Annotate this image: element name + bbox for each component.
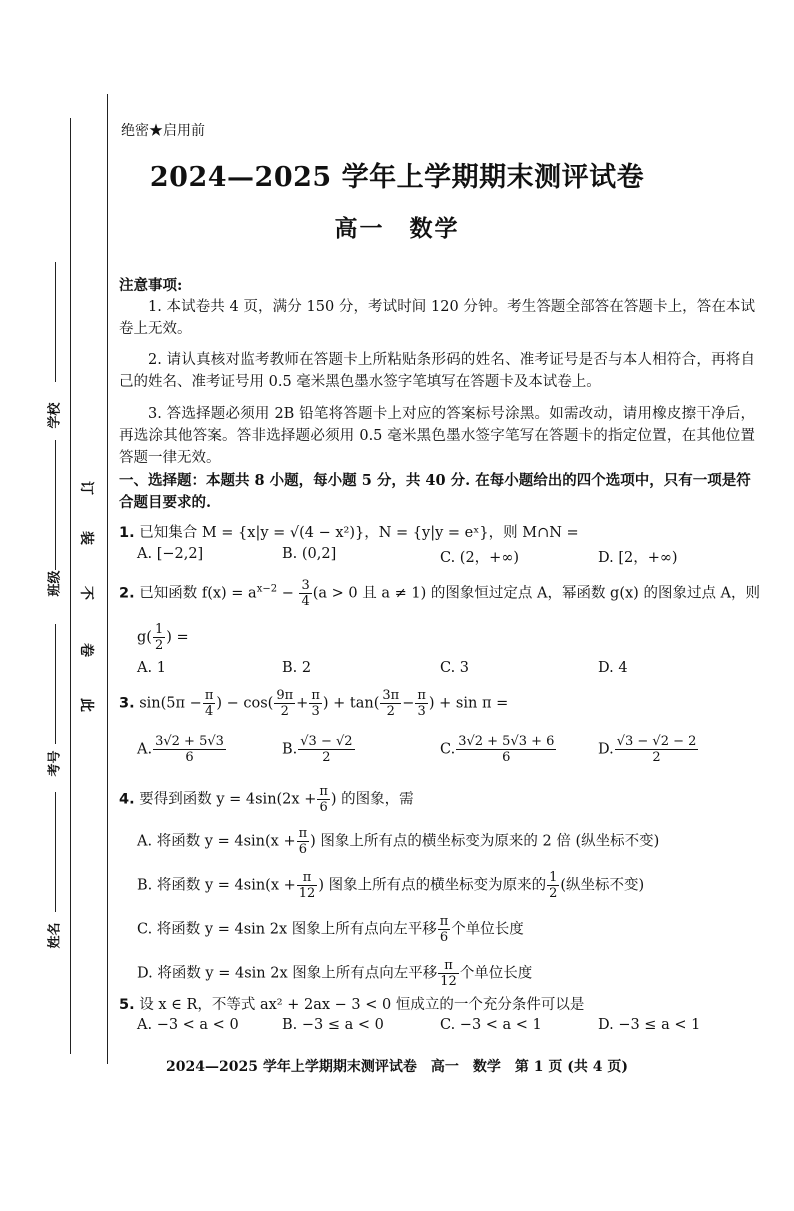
seal-char: 卷 [78,643,94,657]
denominator: 6 [298,842,307,857]
numerator: 1 [549,870,558,885]
option-text: ) 图象上所有点的横坐标变为原来的 2 倍 (纵坐标不变) [310,833,660,850]
question-4 [119,784,759,815]
option-text: A. 将函数 y = 4sin(x + [137,833,296,850]
option-c: C. −3 < a < 1 [440,1017,542,1033]
denominator: 6 [502,750,511,765]
binding-rule-left [70,118,71,1054]
name-line [55,792,56,912]
exam-title: 2024—2025 学年上学期期末测评试卷 [149,162,645,193]
fraction [153,734,226,765]
option-text: C. 将函数 y = 4sin 2x 图象上所有点向左平移 [137,921,437,938]
denominator: 3 [311,704,320,719]
option-d [598,734,699,765]
fraction [297,826,310,857]
school-line [55,262,56,382]
option-d: D. 4 [598,660,628,676]
fraction [299,578,311,609]
numerator: 3 [301,578,310,593]
denominator: 2 [652,750,661,765]
question-3 [119,688,759,719]
denominator: 3 [417,704,426,719]
option-b: B. −3 ≤ a < 0 [282,1017,384,1033]
option-a: A. [−2,2] [137,546,204,562]
numerator: π [298,826,308,841]
fraction [380,688,401,719]
fraction [297,870,318,901]
numerator: 1 [154,622,164,637]
numerator: π [439,914,449,929]
denominator: 2 [322,750,331,765]
question-number: 2. [119,585,135,602]
note-item: 2. 请认真核对监考教师在答题卡上所粘贴条形码的姓名、准考证号是否与本人相符合，再将自己的姓名、准考证号用 0.5 毫米黑色墨水签字笔填写在答题卡及本试卷上。 [119,352,755,390]
option-c: C. (2，+∞) [440,550,520,566]
option-c: C. 3 [440,660,470,676]
fraction [298,734,354,765]
question-number: 5. [119,997,135,1013]
option-b: B. (0,2] [282,546,337,562]
option-b: B. 2 [282,660,312,676]
denominator: 2 [280,704,289,719]
option-text: ) 图象上所有点的横坐标变为原来的 [318,877,547,894]
option-a [137,826,659,857]
denominator: 6 [185,750,194,765]
numerator: 3π [382,688,400,703]
question-stem-part: − [277,585,299,602]
class-label: 班级 [47,570,63,597]
seal-char: 装 [78,531,94,545]
option-label: C. [440,741,456,758]
fraction [438,914,451,945]
numerator: π [311,688,320,703]
numerator: π [319,784,328,799]
fraction [438,958,459,989]
question-1 [119,522,759,544]
option-a [137,734,227,765]
name-label: 姓名 [47,922,63,949]
denominator: 12 [298,886,316,901]
question-stem-part: + [296,695,309,712]
class-line [55,440,56,570]
denominator: 2 [549,886,558,901]
denominator: 6 [319,800,328,815]
question-2 [119,578,759,609]
option-text: 个单位长度 [459,965,533,982]
numerator: 3√2 + 5√3 + 6 [458,734,555,749]
exam-number-label: 考号 [47,750,63,777]
option-a: A. 1 [137,660,166,676]
fraction [203,688,216,719]
fraction [153,622,165,653]
denominator: 2 [386,704,395,719]
exam-subtitle: 高一 数学 [334,215,460,242]
option-c [137,914,524,945]
option-b [137,870,644,901]
note-item: 3. 答选择题必须用 2B 铅笔将答题卡上对应的答案标号涂黑。如需改动，请用橡皮擦干净后，再选涂其他答案。答非选择题必须用 0.5 毫米黑色墨水签字笔写在答题卡的指定位置，在其他位置答题一律无效。 [119,406,755,466]
option-d: D. −3 ≤ a < 1 [598,1017,701,1033]
denominator: 4 [204,704,214,719]
question-5 [119,994,759,1016]
question-number: 1. [119,525,135,541]
fraction [309,688,322,719]
question-stem-part: sin(5π − [139,695,202,712]
question-stem-part: g( [137,629,152,646]
seal-char: 不 [78,586,94,600]
fraction [415,688,428,719]
exam-number-line [55,624,56,744]
denominator: 2 [154,638,164,653]
notes-title: 注意事项: [119,277,183,294]
question-stem: 已知集合 M = {x|y = √(4 − x²)}，N = {y|y = eˣ}，则 M∩N = [139,525,579,541]
option-label: A. [137,741,153,758]
question-stem-part: 要得到函数 y = 4sin(2x + [139,791,317,808]
question-stem-part: ) + tan( [322,695,380,712]
seal-char: 订 [78,481,94,495]
question-stem-part: 已知函数 f(x) = a [139,585,257,602]
exponent: x−2 [256,583,278,595]
fraction [547,870,559,901]
seal-char: 此 [78,698,94,712]
question-stem-part: ) − cos( [216,695,274,712]
question-stem-part: ) + sin π = [428,695,509,712]
option-b [282,734,356,765]
page-footer: 2024—2025 学年上学期期末测评试卷 高一 数学 第 1 页 (共 4 页) [166,1059,628,1075]
option-text: B. 将函数 y = 4sin(x + [137,877,296,894]
fraction [456,734,556,765]
denominator: 6 [439,930,449,945]
question-stem-part: ) = [166,629,189,646]
school-label: 学校 [47,402,63,429]
question-number: 4. [119,791,135,808]
option-d: D. [2，+∞) [598,550,678,566]
numerator: 3√2 + 5√3 [155,734,224,749]
option-text: D. 将函数 y = 4sin 2x 图象上所有点向左平移 [137,965,438,982]
option-a: A. −3 < a < 0 [137,1017,239,1033]
fraction [615,734,699,765]
option-d [137,958,532,989]
question-stem-part: ) 的图象，需 [330,791,414,808]
numerator: π [204,688,214,703]
numerator: π [417,688,426,703]
secret-mark: 绝密★启用前 [121,123,205,139]
option-c [440,734,557,765]
numerator: π [297,870,318,886]
option-label: B. [282,741,298,758]
fraction [274,688,295,719]
question-2-line2 [137,622,777,653]
numerator: √3 − √2 [300,734,353,749]
section-heading: 一、选择题：本题共 8 小题，每小题 5 分，共 40 分. 在每小题给出的四个选项中，只有一项是符合题目要求的. [119,472,751,511]
fraction [317,784,330,815]
numerator: √3 − √2 − 2 [616,734,697,749]
option-label: D. [598,741,614,758]
numerator: 9π [276,688,294,703]
option-text: 个单位长度 [451,921,524,938]
note-item: 1. 本试卷共 4 页，满分 150 分，考试时间 120 分钟。考生答题全部答在答题卡上，答在本试卷上无效。 [119,299,755,337]
denominator: 12 [440,974,457,989]
denominator: 4 [301,594,310,609]
question-number: 3. [119,695,135,712]
numerator: π [438,958,459,974]
option-text: (纵坐标不变) [560,877,645,894]
question-stem-part: (a > 0 且 a ≠ 1) 的图象恒过定点 A，幂函数 g(x) 的图象过点 A，则 [312,585,761,602]
question-stem: 设 x ∈ R，不等式 ax² + 2ax − 3 < 0 恒成立的一个充分条件可以是 [139,997,585,1013]
question-stem-part: − [402,695,415,712]
